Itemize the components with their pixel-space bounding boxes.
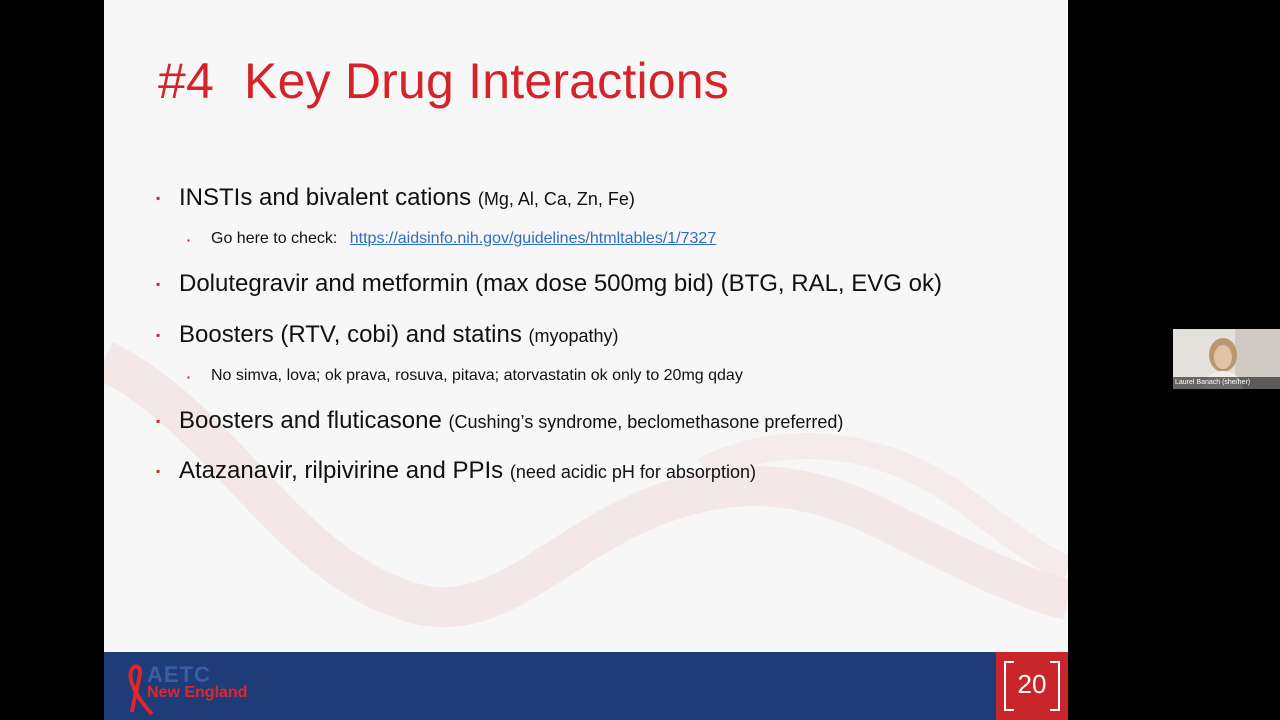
slide-footer [104,652,1068,720]
bullet-note: (need acidic pH for absorption) [509,462,756,482]
bullet-boosters-statins [179,321,619,349]
participant-video[interactable] [1173,329,1280,389]
slide-title [158,52,729,110]
logo-region-text: New England [147,684,248,701]
page-number: 20 [1017,669,1047,699]
bullet-marker: ▪ [156,328,161,342]
bullet-main-text: INSTIs and bivalent cations [179,184,472,211]
bullet-marker: ▪ [156,414,161,428]
bullet-dolutegravir [179,270,942,298]
title-text: Key Drug Interactions [244,53,730,109]
sub-bullet-statins [211,367,743,385]
bullet-marker: ▪ [156,464,161,478]
page-number-box [996,652,1068,720]
sub-bullet-label: Go here to check: [211,230,338,247]
bullet-note: (Cushing’s syndrome, beclomethasone preferred) [448,412,844,432]
bullet-fluticasone [179,407,843,435]
bullet-main-text: Dolutegravir and metformin (max dose 500mg bid) (BTG, RAL, EVG ok) [179,270,942,297]
sub-bullet-check [211,230,716,248]
bullet-atazanavir [179,457,756,485]
logo-aetc-text: AETC [147,662,211,687]
bullet-marker: ▪ [156,191,161,205]
title-number: #4 [158,53,215,109]
participant-name: Laurel Banach (she/her) [1173,377,1280,389]
sub-bullet-marker: ▪ [187,373,190,382]
bullet-main-text: Boosters and fluticasone [179,407,442,434]
aetc-logo [116,658,296,716]
bullet-note: (myopathy) [528,326,619,346]
presentation-slide [104,0,1068,720]
sub-bullet-text: No simva, lova; ok prava, rosuva, pitava; atorvastatin ok only to 20mg qday [211,367,743,384]
bullet-marker: ▪ [156,277,161,291]
bullet-main-text: Boosters (RTV, cobi) and statins [179,321,522,348]
bullet-insti [179,184,635,212]
bullet-main-text: Atazanavir, rilpivirine and PPIs [179,457,504,484]
bullet-note: (Mg, Al, Ca, Zn, Fe) [477,189,635,209]
sub-bullet-marker: ▪ [187,236,190,245]
guidelines-link[interactable]: https://aidsinfo.nih.gov/guidelines/htmltables/1/7327 [349,230,717,247]
